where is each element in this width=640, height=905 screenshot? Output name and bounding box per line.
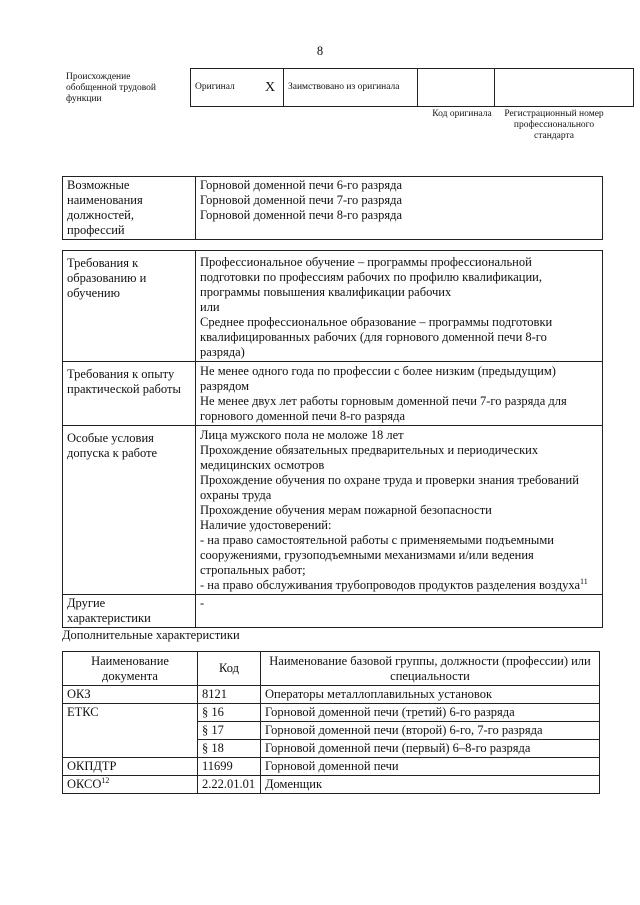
text-line: подготовки по профессиям рабочих по профилю квалификации, <box>200 270 542 284</box>
other-text: - <box>196 595 603 628</box>
header-document: Наименование документа <box>63 652 198 686</box>
code-cell: 11699 <box>198 758 261 776</box>
doc-cell <box>63 776 198 794</box>
position-line: Горновой доменной печи 8-го разряда <box>200 208 402 222</box>
text-line-main: - на право обслуживания трубопроводов продуктов разделения воздуха <box>200 578 581 592</box>
education-label: Требования к образованию и обучению <box>63 251 196 362</box>
text-line: или <box>200 300 220 314</box>
additional-table <box>62 651 600 794</box>
doc-name: ОКСО <box>67 777 102 791</box>
requirements-table <box>62 250 603 628</box>
text-line: горнового доменной печи 8-го разряда <box>200 409 406 423</box>
code-cell: § 16 <box>198 704 261 722</box>
text-line: Лица мужского пола не моложе 18 лет <box>200 428 404 442</box>
education-text <box>196 251 603 362</box>
doc-cell: ОКПДТР <box>63 758 198 776</box>
positions-table <box>62 176 603 240</box>
original-mark: X <box>261 69 284 107</box>
text-line: Среднее профессиональное образование – программы подготовки <box>200 315 553 329</box>
position-line: Горновой доменной печи 6-го разряда <box>200 178 402 192</box>
text-line: разряда) <box>200 345 245 359</box>
text-line: Не менее двух лет работы горновым доменной печи 7-го разряда для <box>200 394 567 408</box>
code-cell: 8121 <box>198 686 261 704</box>
text-line: - на право самостоятельной работы с применяемыми подъемными <box>200 533 554 547</box>
position-line: Горновой доменной печи 7-го разряда <box>200 193 402 207</box>
experience-label: Требования к опыту практической работы <box>63 362 196 426</box>
name-cell: Горновой доменной печи (третий) 6-го разряда <box>261 704 600 722</box>
text-line: Прохождение обязательных предварительных и периодических <box>200 443 539 457</box>
page-number: 8 <box>316 44 324 58</box>
text-line: Наличие удостоверений: <box>200 518 332 532</box>
origin-label: Происхождение обобщенной трудовой функции <box>66 72 156 104</box>
header-name: Наименование базовой группы, должности (профессии) или специальности <box>261 652 600 686</box>
text-line: Прохождение обучения по охране труда и проверки знания требований <box>200 473 579 487</box>
text-line: медицинских осмотров <box>200 458 325 472</box>
code-cell: 2.22.01.01 <box>198 776 261 794</box>
name-cell: Операторы металлоплавильных установок <box>261 686 600 704</box>
header-code: Код <box>198 652 261 686</box>
positions-list <box>196 177 603 240</box>
text-line: квалифицированных рабочих (для горнового доменной печи 8-го <box>200 330 547 344</box>
text-line: Прохождение обучения мерам пожарной безопасности <box>200 503 492 517</box>
reg-number-cell <box>495 69 634 107</box>
origin-table <box>190 68 634 107</box>
borrowed-label: Заимствовано из оригинала <box>284 69 418 107</box>
name-cell: Доменщик <box>261 776 600 794</box>
code-cell: § 18 <box>198 740 261 758</box>
admission-label: Особые условия допуска к работе <box>63 426 196 595</box>
name-cell: Горновой доменной печи (второй) 6-го, 7-го разряда <box>261 722 600 740</box>
admission-text <box>196 426 603 595</box>
footnote-ref: 11 <box>580 576 588 586</box>
text-line: Не менее одного года по профессии с более низким (предыдущим) <box>200 364 556 378</box>
text-line: охраны труда <box>200 488 272 502</box>
code-caption: Код оригинала <box>432 109 492 119</box>
text-line: программы повышения квалификации рабочих <box>200 285 452 299</box>
positions-label: Возможные наименования должностей, профессий <box>63 177 196 240</box>
name-cell: Горновой доменной печи <box>261 758 600 776</box>
text-line: Профессиональное обучение – программы профессиональной <box>200 255 532 269</box>
doc-cell: ЕТКС <box>63 704 198 758</box>
reg-caption: Регистрационный номер профессионального стандарта <box>504 109 604 141</box>
footnote-ref: 12 <box>101 775 110 785</box>
text-line: стропальных работ; <box>200 563 306 577</box>
name-cell: Горновой доменной печи (первый) 6–8-го разряда <box>261 740 600 758</box>
additional-heading: Дополнительные характеристики <box>62 628 240 642</box>
text-line <box>200 578 598 593</box>
doc-cell: ОКЗ <box>63 686 198 704</box>
code-original-cell <box>418 69 495 107</box>
other-label: Другие характеристики <box>63 595 196 628</box>
code-cell: § 17 <box>198 722 261 740</box>
experience-text <box>196 362 603 426</box>
original-label: Оригинал <box>191 69 262 107</box>
text-line: разрядом <box>200 379 250 393</box>
text-line: сооружениями, грузоподъемными механизмами и/или ведения <box>200 548 534 562</box>
